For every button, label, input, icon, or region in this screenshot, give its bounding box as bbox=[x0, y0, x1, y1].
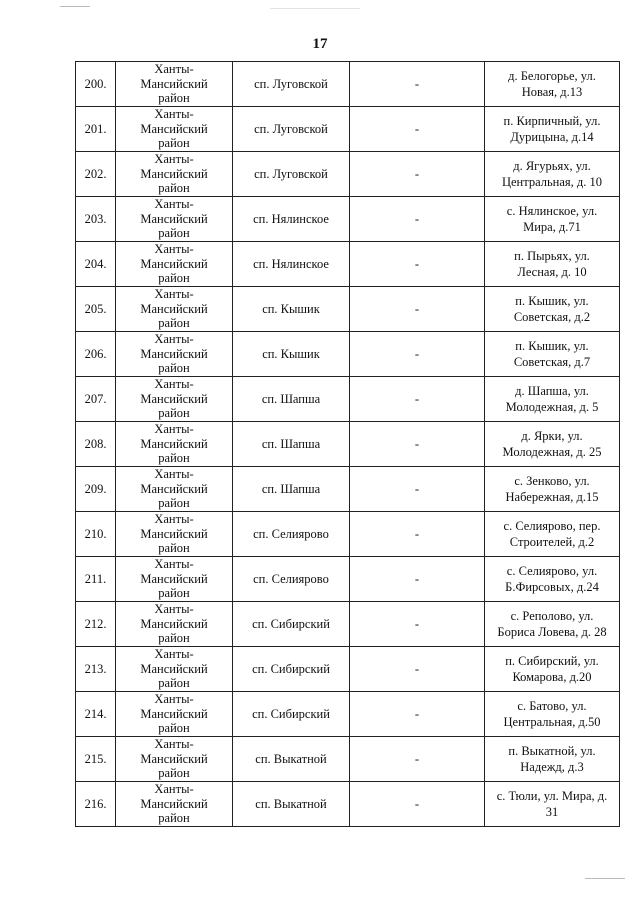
district-line: Ханты- bbox=[154, 737, 194, 752]
settlement-cell bbox=[233, 602, 350, 647]
district-line: Ханты- bbox=[154, 197, 194, 212]
row-number-cell bbox=[76, 602, 116, 647]
row-number-cell bbox=[76, 647, 116, 692]
mark-value: - bbox=[414, 616, 420, 631]
address-cell bbox=[485, 737, 620, 782]
table-row bbox=[76, 377, 620, 422]
mark-cell bbox=[350, 602, 485, 647]
settlement-cell bbox=[233, 557, 350, 602]
mark-value: - bbox=[414, 211, 420, 226]
address-cell bbox=[485, 602, 620, 647]
district-line: Мансийский bbox=[140, 436, 208, 451]
address-line: п. Кирпичный, ул. bbox=[503, 114, 601, 128]
settlement-name: сп. Селиярово bbox=[253, 571, 329, 586]
table-row bbox=[76, 602, 620, 647]
row-number-cell bbox=[76, 62, 116, 107]
row-number-cell bbox=[76, 152, 116, 197]
row-number: 215. bbox=[84, 751, 107, 766]
row-number-cell bbox=[76, 422, 116, 467]
district-line: Ханты- bbox=[154, 602, 194, 617]
address-line: Набережная, д.15 bbox=[505, 490, 599, 504]
settlement-cell bbox=[233, 647, 350, 692]
row-number: 211. bbox=[84, 571, 107, 586]
district-cell bbox=[116, 107, 233, 152]
mark-value: - bbox=[414, 661, 420, 676]
district-line: Ханты- bbox=[154, 647, 194, 662]
address-line: п. Пырьях, ул. bbox=[514, 249, 590, 263]
district-line: район bbox=[158, 676, 190, 691]
district-cell bbox=[116, 512, 233, 557]
row-number: 216. bbox=[84, 796, 107, 811]
settlement-cell bbox=[233, 242, 350, 287]
settlement-name: сп. Выкатной bbox=[255, 796, 327, 811]
mark-value: - bbox=[414, 346, 420, 361]
row-number-cell bbox=[76, 692, 116, 737]
table-row bbox=[76, 287, 620, 332]
mark-value: - bbox=[414, 301, 420, 316]
mark-cell bbox=[350, 197, 485, 242]
settlement-name: сп. Луговской bbox=[254, 121, 328, 136]
row-number: 202. bbox=[84, 166, 107, 181]
row-number-cell bbox=[76, 557, 116, 602]
mark-cell bbox=[350, 782, 485, 827]
mark-value: - bbox=[414, 166, 420, 181]
table-row bbox=[76, 197, 620, 242]
mark-cell bbox=[350, 107, 485, 152]
district-cell bbox=[116, 782, 233, 827]
table-row bbox=[76, 467, 620, 512]
address-line: с. Селиярово, ул. bbox=[506, 564, 598, 578]
mark-cell bbox=[350, 467, 485, 512]
address-cell bbox=[485, 647, 620, 692]
table-row bbox=[76, 692, 620, 737]
settlement-cell bbox=[233, 422, 350, 467]
address-line: Бориса Ловева, д. 28 bbox=[497, 625, 607, 639]
mark-value: - bbox=[414, 571, 420, 586]
row-number-cell bbox=[76, 242, 116, 287]
settlement-name: сп. Кышик bbox=[262, 301, 320, 316]
district-cell bbox=[116, 467, 233, 512]
district-line: Мансийский bbox=[140, 661, 208, 676]
table-body bbox=[76, 62, 620, 827]
settlement-name: сп. Сибирский bbox=[252, 661, 330, 676]
mark-cell bbox=[350, 152, 485, 197]
address-line: Новая, д.13 bbox=[521, 85, 583, 99]
district-line: Ханты- bbox=[154, 692, 194, 707]
settlement-cell bbox=[233, 782, 350, 827]
district-line: Мансийский bbox=[140, 121, 208, 136]
row-number-cell bbox=[76, 107, 116, 152]
mark-cell bbox=[350, 737, 485, 782]
district-line: Мансийский bbox=[140, 481, 208, 496]
address-line: д. Ягурьях, ул. bbox=[513, 159, 591, 173]
row-number: 205. bbox=[84, 301, 107, 316]
district-line: район bbox=[158, 226, 190, 241]
address-cell bbox=[485, 242, 620, 287]
row-number-cell bbox=[76, 737, 116, 782]
district-line: район bbox=[158, 91, 190, 106]
table-row bbox=[76, 62, 620, 107]
settlement-name: сп. Шапша bbox=[261, 481, 321, 496]
mark-cell bbox=[350, 512, 485, 557]
address-line: д. Ярки, ул. bbox=[521, 429, 583, 443]
district-line: район bbox=[158, 811, 190, 826]
mark-value: - bbox=[414, 481, 420, 496]
mark-value: - bbox=[414, 706, 420, 721]
address-line: Центральная, д.50 bbox=[503, 715, 601, 729]
district-cell bbox=[116, 332, 233, 377]
district-line: Ханты- bbox=[154, 512, 194, 527]
address-line: Комарова, д.20 bbox=[512, 670, 592, 684]
row-number: 209. bbox=[84, 481, 107, 496]
mark-cell bbox=[350, 647, 485, 692]
address-line: п. Кышик, ул. bbox=[515, 294, 589, 308]
address-cell bbox=[485, 782, 620, 827]
address-line: Дурицына, д.14 bbox=[510, 130, 594, 144]
district-line: Мансийский bbox=[140, 166, 208, 181]
mark-value: - bbox=[414, 751, 420, 766]
row-number: 214. bbox=[84, 706, 107, 721]
address-cell bbox=[485, 557, 620, 602]
mark-cell bbox=[350, 287, 485, 332]
district-line: район bbox=[158, 136, 190, 151]
settlement-name: сп. Нялинское bbox=[253, 256, 329, 271]
district-line: район bbox=[158, 451, 190, 466]
mark-cell bbox=[350, 557, 485, 602]
district-cell bbox=[116, 62, 233, 107]
address-line: п. Кышик, ул. bbox=[515, 339, 589, 353]
district-line: Мансийский bbox=[140, 526, 208, 541]
row-number: 201. bbox=[84, 121, 107, 136]
table-row bbox=[76, 737, 620, 782]
settlement-cell bbox=[233, 107, 350, 152]
row-number: 206. bbox=[84, 346, 107, 361]
address-line: п. Выкатной, ул. bbox=[508, 744, 596, 758]
district-cell bbox=[116, 647, 233, 692]
table-row bbox=[76, 152, 620, 197]
settlement-cell bbox=[233, 332, 350, 377]
mark-value: - bbox=[414, 391, 420, 406]
settlement-cell bbox=[233, 692, 350, 737]
district-line: район bbox=[158, 721, 190, 736]
district-cell bbox=[116, 737, 233, 782]
settlement-name: сп. Луговской bbox=[254, 166, 328, 181]
district-line: Мансийский bbox=[140, 346, 208, 361]
district-line: район bbox=[158, 541, 190, 556]
district-line: Мансийский bbox=[140, 706, 208, 721]
row-number: 207. bbox=[84, 391, 107, 406]
district-cell bbox=[116, 287, 233, 332]
mark-cell bbox=[350, 422, 485, 467]
address-line: Молодежная, д. 5 bbox=[505, 400, 599, 414]
district-cell bbox=[116, 602, 233, 647]
mark-cell bbox=[350, 62, 485, 107]
mark-value: - bbox=[414, 436, 420, 451]
table-row bbox=[76, 647, 620, 692]
table-row bbox=[76, 512, 620, 557]
row-number: 200. bbox=[84, 76, 107, 91]
address-line: Лесная, д. 10 bbox=[517, 265, 587, 279]
district-line: район bbox=[158, 316, 190, 331]
address-cell bbox=[485, 197, 620, 242]
address-line: с. Селиярово, пер. bbox=[503, 519, 601, 533]
mark-cell bbox=[350, 332, 485, 377]
page-number: 17 bbox=[312, 36, 328, 52]
district-cell bbox=[116, 197, 233, 242]
address-cell bbox=[485, 107, 620, 152]
district-cell bbox=[116, 377, 233, 422]
settlement-name: сп. Шапша bbox=[261, 391, 321, 406]
address-line: с. Зенково, ул. bbox=[514, 474, 590, 488]
table-row bbox=[76, 107, 620, 152]
district-line: Ханты- bbox=[154, 62, 194, 77]
address-line: Советская, д.2 bbox=[513, 310, 591, 324]
address-line: Мира, д.71 bbox=[523, 220, 581, 234]
settlement-name: сп. Сибирский bbox=[252, 616, 330, 631]
table-row bbox=[76, 782, 620, 827]
settlement-cell bbox=[233, 287, 350, 332]
district-line: Ханты- bbox=[154, 152, 194, 167]
address-cell bbox=[485, 62, 620, 107]
row-number-cell bbox=[76, 377, 116, 422]
address-line: Надежд, д.3 bbox=[520, 760, 584, 774]
district-line: Мансийский bbox=[140, 256, 208, 271]
district-line: Мансийский bbox=[140, 796, 208, 811]
address-line: д. Белогорье, ул. bbox=[508, 69, 596, 83]
settlement-name: сп. Выкатной bbox=[255, 751, 327, 766]
address-line: с. Реполово, ул. bbox=[510, 609, 594, 623]
district-line: Мансийский bbox=[140, 616, 208, 631]
mark-value: - bbox=[414, 526, 420, 541]
mark-value: - bbox=[414, 796, 420, 811]
address-cell bbox=[485, 377, 620, 422]
settlement-cell bbox=[233, 62, 350, 107]
settlement-cell bbox=[233, 377, 350, 422]
row-number: 213. bbox=[84, 661, 107, 676]
address-line: п. Сибирский, ул. bbox=[505, 654, 599, 668]
table-row bbox=[76, 422, 620, 467]
row-number-cell bbox=[76, 512, 116, 557]
row-number: 210. bbox=[84, 526, 107, 541]
district-cell bbox=[116, 422, 233, 467]
address-line: с. Тюли, ул. Мира, д. bbox=[496, 789, 608, 803]
district-line: Ханты- bbox=[154, 467, 194, 482]
address-cell bbox=[485, 287, 620, 332]
district-line: район bbox=[158, 586, 190, 601]
settlement-name: сп. Селиярово bbox=[253, 526, 329, 541]
address-line: Строителей, д.2 bbox=[509, 535, 595, 549]
row-number: 212. bbox=[84, 616, 107, 631]
mark-value: - bbox=[414, 121, 420, 136]
address-line: д. Шапша, ул. bbox=[515, 384, 589, 398]
address-cell bbox=[485, 467, 620, 512]
table-row bbox=[76, 332, 620, 377]
address-cell bbox=[485, 512, 620, 557]
district-line: Ханты- bbox=[154, 557, 194, 572]
district-line: Ханты- bbox=[154, 782, 194, 797]
district-cell bbox=[116, 692, 233, 737]
district-cell bbox=[116, 152, 233, 197]
district-line: Мансийский bbox=[140, 301, 208, 316]
row-number-cell bbox=[76, 467, 116, 512]
mark-cell bbox=[350, 242, 485, 287]
mark-value: - bbox=[414, 256, 420, 271]
settlement-cell bbox=[233, 152, 350, 197]
scan-artifact bbox=[60, 6, 90, 7]
row-number: 204. bbox=[84, 256, 107, 271]
district-line: район bbox=[158, 406, 190, 421]
address-line: Центральная, д. 10 bbox=[501, 175, 603, 189]
district-line: район bbox=[158, 496, 190, 511]
settlement-cell bbox=[233, 737, 350, 782]
settlement-cell bbox=[233, 197, 350, 242]
address-cell bbox=[485, 422, 620, 467]
address-line: с. Нялинское, ул. bbox=[506, 204, 598, 218]
address-cell bbox=[485, 152, 620, 197]
address-cell bbox=[485, 692, 620, 737]
settlement-name: сп. Луговской bbox=[254, 76, 328, 91]
district-line: Мансийский bbox=[140, 211, 208, 226]
address-line: с. Батово, ул. bbox=[517, 699, 587, 713]
district-cell bbox=[116, 242, 233, 287]
settlement-name: сп. Сибирский bbox=[252, 706, 330, 721]
district-line: Ханты- bbox=[154, 287, 194, 302]
settlement-name: сп. Кышик bbox=[262, 346, 320, 361]
settlement-name: сп. Шапша bbox=[261, 436, 321, 451]
district-line: район bbox=[158, 181, 190, 196]
district-line: Мансийский bbox=[140, 76, 208, 91]
table-row bbox=[76, 557, 620, 602]
district-line: Ханты- bbox=[154, 422, 194, 437]
district-line: Ханты- bbox=[154, 332, 194, 347]
address-cell bbox=[485, 332, 620, 377]
district-line: Мансийский bbox=[140, 391, 208, 406]
row-number-cell bbox=[76, 332, 116, 377]
row-number-cell bbox=[76, 782, 116, 827]
mark-cell bbox=[350, 692, 485, 737]
row-number: 208. bbox=[84, 436, 107, 451]
settlement-cell bbox=[233, 467, 350, 512]
row-number-cell bbox=[76, 287, 116, 332]
district-line: Ханты- bbox=[154, 377, 194, 392]
district-line: район bbox=[158, 766, 190, 781]
address-line: 31 bbox=[545, 805, 559, 819]
scan-artifact bbox=[585, 878, 625, 879]
district-cell bbox=[116, 557, 233, 602]
district-line: район bbox=[158, 271, 190, 286]
address-line: Б.Фирсовых, д.24 bbox=[505, 580, 599, 594]
scan-artifact bbox=[270, 8, 360, 9]
district-line: Мансийский bbox=[140, 571, 208, 586]
district-line: Ханты- bbox=[154, 242, 194, 257]
address-line: Молодежная, д. 25 bbox=[502, 445, 602, 459]
district-line: район bbox=[158, 361, 190, 376]
address-line: Советская, д.7 bbox=[513, 355, 591, 369]
settlement-name: сп. Нялинское bbox=[253, 211, 329, 226]
table-row bbox=[76, 242, 620, 287]
mark-value: - bbox=[414, 76, 420, 91]
document-table bbox=[75, 61, 620, 827]
row-number: 203. bbox=[84, 211, 107, 226]
mark-cell bbox=[350, 377, 485, 422]
district-line: Мансийский bbox=[140, 751, 208, 766]
district-line: район bbox=[158, 631, 190, 646]
settlement-cell bbox=[233, 512, 350, 557]
row-number-cell bbox=[76, 197, 116, 242]
district-line: Ханты- bbox=[154, 107, 194, 122]
